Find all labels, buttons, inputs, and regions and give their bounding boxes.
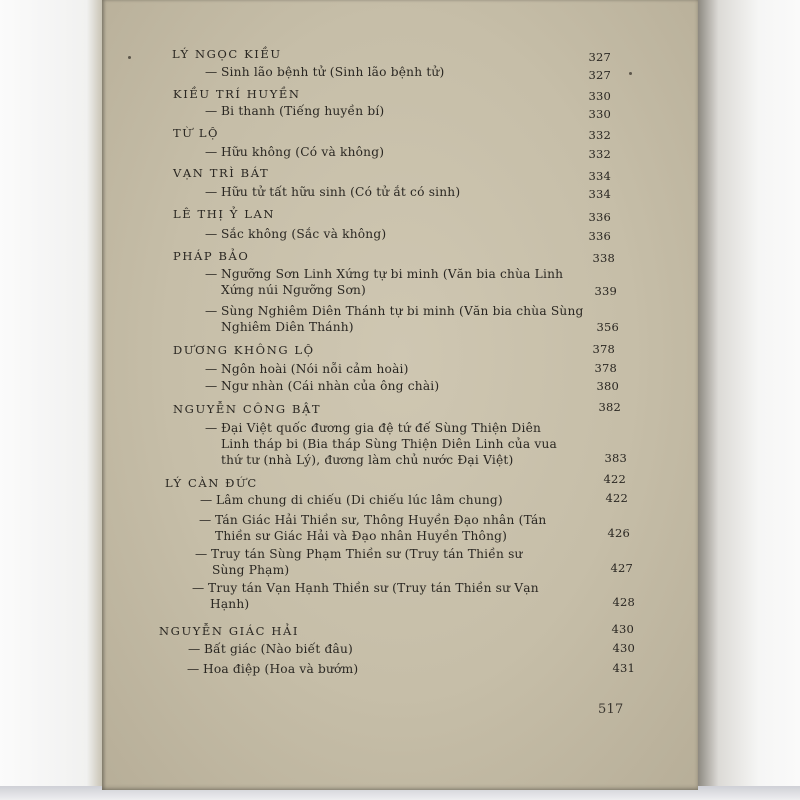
toc-work: — Sắc không (Sắc và không) — [205, 227, 387, 241]
toc-page-number: 336 — [588, 210, 611, 224]
toc-page-number: 430 — [612, 641, 635, 655]
toc-work: — Ngưỡng Sơn Linh Xứng tự bi minh (Văn bia chùa Linh — [205, 267, 564, 281]
toc-author: VẠN TRÌ BÁT — [173, 166, 270, 180]
toc-work-continuation: Xứng núi Ngưỡng Sơn) — [221, 283, 366, 297]
toc-page-number: 336 — [588, 229, 611, 243]
toc-page-number: 334 — [588, 169, 611, 183]
toc-page-number: 380 — [596, 379, 619, 393]
toc-author: PHÁP BẢO — [173, 249, 250, 263]
toc-page-number: 428 — [612, 595, 635, 609]
toc-page-number: 330 — [588, 89, 611, 103]
toc-page-number: 332 — [588, 128, 611, 142]
toc-page-number: 327 — [588, 50, 611, 64]
toc-work: — Bi thanh (Tiếng huyền bí) — [205, 104, 385, 118]
toc-work-continuation: Sùng Phạm) — [212, 563, 290, 577]
toc-work-continuation: Thiền sư Giác Hải và Đạo nhân Huyền Thông) — [215, 529, 508, 543]
toc-page-number: 426 — [607, 526, 630, 540]
toc-work: — Sùng Nghiêm Diên Thánh tự bi minh (Văn bia chùa Sùng — [205, 304, 584, 318]
toc-work-continuation: Hạnh) — [210, 597, 250, 611]
toc-page-number: 332 — [588, 147, 611, 161]
toc-page-number: 327 — [588, 68, 611, 82]
toc-work: — Truy tán Vạn Hạnh Thiền sư (Truy tán Thiền sư Vạn — [192, 581, 539, 595]
toc-author: LÝ NGỌC KIỀU — [172, 47, 282, 61]
toc-work-continuation: Linh tháp bi (Bia tháp Sùng Thiện Diên Linh của vua — [221, 437, 557, 451]
toc-work: — Bất giác (Nào biết đâu) — [188, 642, 353, 656]
toc-work: — Hoa điệp (Hoa và bướm) — [187, 662, 359, 676]
toc-page-number: 356 — [596, 320, 619, 334]
toc-page-number: 334 — [588, 187, 611, 201]
toc-work: — Lâm chung di chiếu (Di chiếu lúc lâm chung) — [200, 493, 503, 507]
toc-page-number: 338 — [592, 251, 615, 265]
toc-work-continuation: Nghiêm Diên Thánh) — [221, 320, 354, 334]
toc-work: — Ngư nhàn (Cái nhàn của ông chài) — [205, 379, 440, 393]
toc-page-number: 378 — [594, 361, 617, 375]
toc-work: — Hữu không (Có và không) — [205, 145, 385, 159]
toc-page-number: 383 — [604, 451, 627, 465]
toc-work: — Hữu tử tất hữu sinh (Có tử ắt có sinh) — [205, 185, 461, 199]
toc-page-number: 430 — [611, 622, 634, 636]
toc-author: DƯƠNG KHÔNG LỘ — [173, 343, 315, 357]
toc-work-continuation: thứ tư (nhà Lý), đương làm chủ nước Đại Việt) — [221, 453, 514, 467]
toc-work: — Ngôn hoài (Nói nỗi cảm hoài) — [205, 362, 409, 376]
toc-page-number: 382 — [598, 400, 621, 414]
toc-author: NGUYỄN GIÁC HẢI — [159, 624, 300, 638]
toc-author: TỪ LỘ — [173, 126, 220, 140]
toc-work: — Tán Giác Hải Thiền sư, Thông Huyền Đạo nhân (Tán — [199, 513, 547, 527]
toc-author: NGUYỄN CÔNG BẬT — [173, 402, 322, 416]
toc-page-number: 330 — [588, 107, 611, 121]
toc-page-number: 378 — [592, 342, 615, 356]
toc-page-number: 339 — [594, 284, 617, 298]
toc-page-number: 422 — [605, 491, 628, 505]
toc-page-number: 427 — [610, 561, 633, 575]
toc-work: — Truy tán Sùng Phạm Thiền sư (Truy tán Thiền sư — [195, 547, 523, 561]
toc-author: KIỀU TRÍ HUYỀN — [173, 87, 301, 101]
toc-work: — Sinh lão bệnh tử (Sinh lão bệnh tử) — [205, 65, 445, 79]
toc-page-number: 431 — [612, 661, 635, 675]
toc-work: — Đại Việt quốc đương gia đệ tứ đế Sùng Thiện Diên — [205, 421, 542, 435]
page-folio-number: 517 — [598, 702, 624, 717]
toc-page-number: 422 — [603, 472, 626, 486]
toc-author: LÊ THỊ Ỷ LAN — [173, 207, 276, 221]
toc-author: LÝ CÀN ĐỨC — [165, 476, 258, 490]
